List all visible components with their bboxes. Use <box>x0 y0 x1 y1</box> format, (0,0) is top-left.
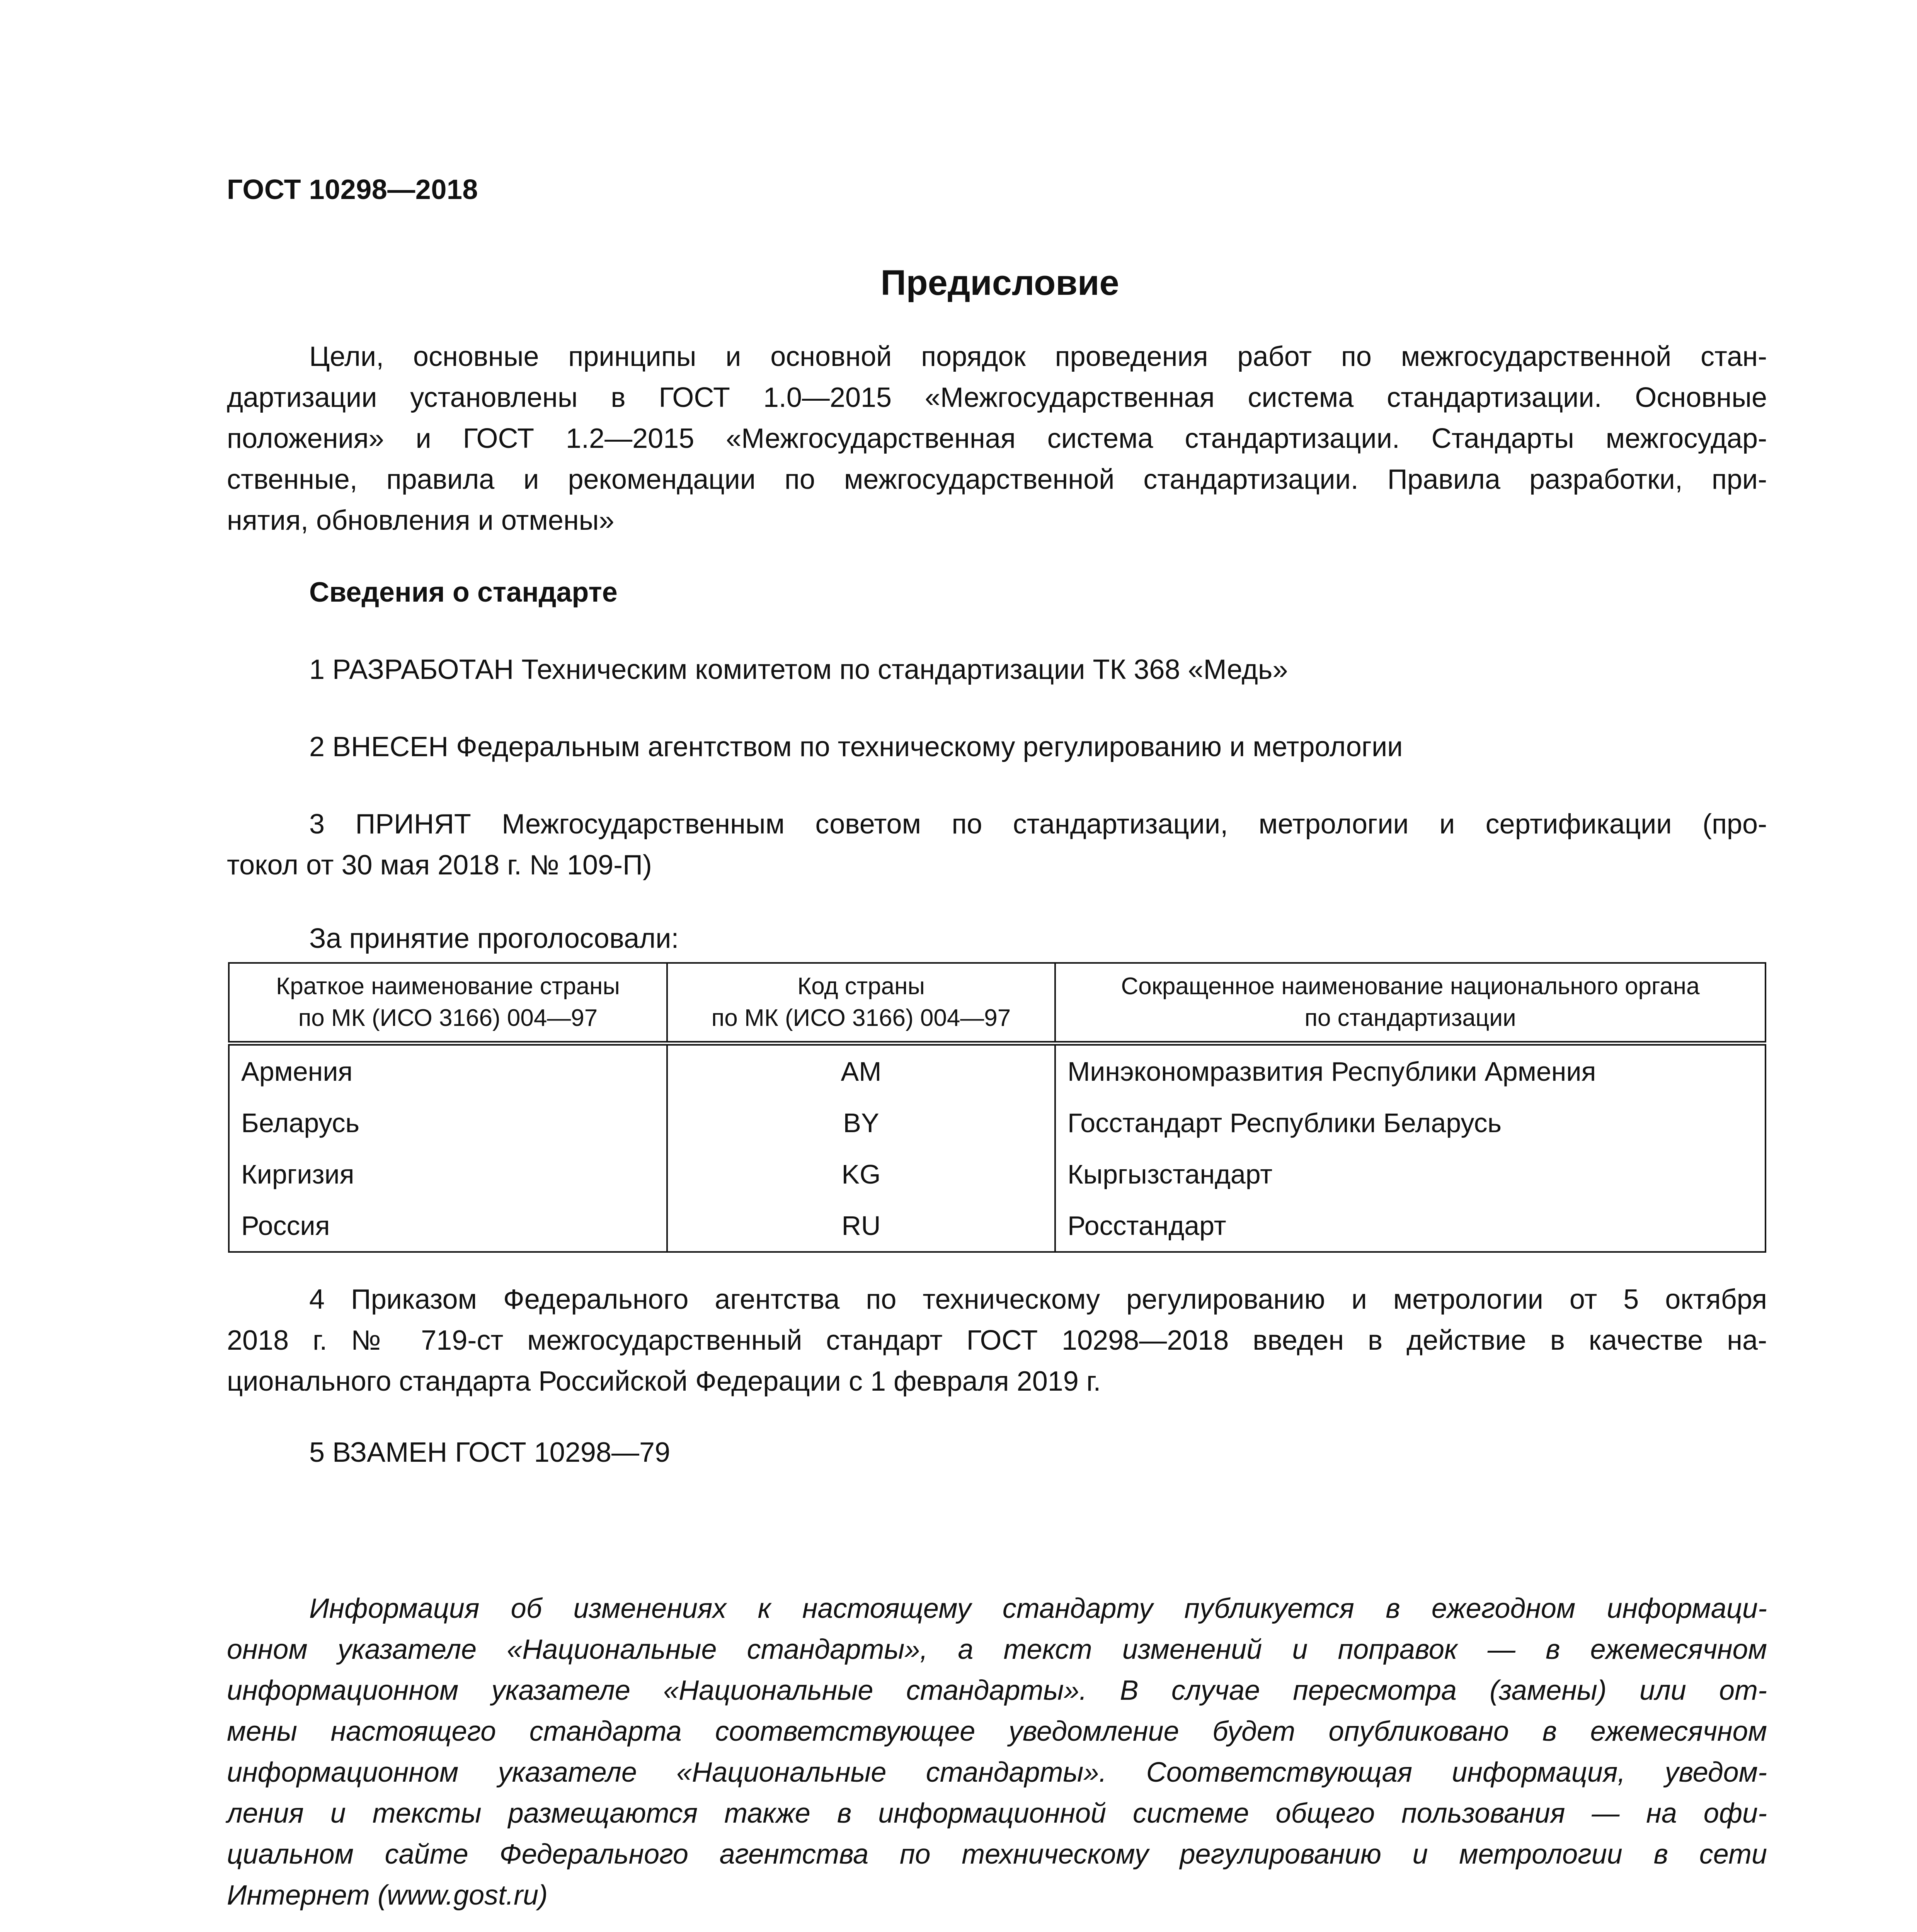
item-adopted-line: 3 ПРИНЯТ Межгосударственным советом по стандартизации, метрологии и сертификации (про- <box>309 809 1767 840</box>
intro-line: Цели, основные принципы и основной порядок проведения работ по межгосударственной стан- <box>309 341 1767 372</box>
country-cell: Армения <box>229 1043 667 1097</box>
changes-info-line: Интернет (www.gost.ru) <box>227 1880 548 1911</box>
item-replaces: 5 ВЗАМЕН ГОСТ 10298—79 <box>309 1437 671 1468</box>
table-row <box>229 1148 1765 1200</box>
item-order-line: ционального стандарта Российской Федерации с 1 февраля 2019 г. <box>227 1366 1101 1397</box>
document-number: ГОСТ 10298—2018 <box>227 174 478 205</box>
changes-info-line: мены настоящего стандарта соответствующее уведомление будет опубликовано в ежемесячном <box>227 1716 1767 1747</box>
body-cell: Кыргызстандарт <box>1055 1148 1765 1200</box>
header-line: по стандартизации <box>1304 1005 1516 1031</box>
table-row <box>229 1043 1765 1097</box>
item-order <box>227 1279 1767 1402</box>
header-line: по МК (ИСО 3166) 004—97 <box>298 1005 598 1031</box>
intro-line: ственные, правила и рекомендации по межгосударственной стандартизации. Правила разработки, при- <box>227 464 1767 495</box>
country-cell: Беларусь <box>229 1097 667 1148</box>
changes-info-line: информационном указателе «Национальные стандарты». Соответствующая информация, уведом- <box>227 1757 1767 1788</box>
page-title: Предисловие <box>880 263 1119 303</box>
body-cell: Минэкономразвития Республики Армения <box>1055 1043 1765 1097</box>
code-cell: AM <box>667 1043 1055 1097</box>
table-header-country <box>229 963 667 1043</box>
voted-label: За принятие проголосовали: <box>309 923 679 954</box>
item-order-line: 2018 г. № 719-ст межгосударственный стандарт ГОСТ 10298—2018 введен в действие в качестве на- <box>227 1325 1767 1356</box>
code-cell: BY <box>667 1097 1055 1148</box>
intro-line: положения» и ГОСТ 1.2—2015 «Межгосударственная система стандартизации. Стандарты межгосудар- <box>227 423 1767 454</box>
intro-line: дартизации установлены в ГОСТ 1.0—2015 «Межгосударственная система стандартизации. Основные <box>227 382 1767 413</box>
section-heading: Сведения о стандарте <box>309 577 618 608</box>
item-developed: 1 РАЗРАБОТАН Техническим комитетом по стандартизации ТК 368 «Медь» <box>309 654 1288 685</box>
table-row <box>229 1200 1765 1252</box>
intro-line: нятия, обновления и отмены» <box>227 505 615 536</box>
code-cell: RU <box>667 1200 1055 1252</box>
changes-info-line: циальном сайте Федерального агентства по техническому регулированию и метрологии в сети <box>227 1839 1767 1870</box>
changes-info-line: Информация об изменениях к настоящему стандарту публикуется в ежегодном информаци- <box>309 1593 1767 1624</box>
changes-info-paragraph <box>227 1588 1767 1916</box>
country-cell: Киргизия <box>229 1148 667 1200</box>
changes-info-line: онном указателе «Национальные стандарты», а текст изменений и поправок — в ежемесячном <box>227 1634 1767 1665</box>
voting-table <box>228 962 1766 1253</box>
header-line: Код страны <box>797 973 925 1000</box>
header-line: по МК (ИСО 3166) 004—97 <box>711 1005 1011 1031</box>
intro-paragraph <box>227 336 1767 541</box>
code-cell: KG <box>667 1148 1055 1200</box>
country-cell: Россия <box>229 1200 667 1252</box>
table-header-code <box>667 963 1055 1043</box>
header-line: Сокращенное наименование национального органа <box>1121 973 1700 1000</box>
item-submitted: 2 ВНЕСЕН Федеральным агентством по техническому регулированию и метрологии <box>309 731 1403 762</box>
item-adopted-line: токол от 30 мая 2018 г. № 109-П) <box>227 850 652 881</box>
body-cell: Госстандарт Республики Беларусь <box>1055 1097 1765 1148</box>
changes-info-line: информационном указателе «Национальные стандарты». В случае пересмотра (замены) или от- <box>227 1675 1767 1706</box>
item-adopted <box>227 804 1767 886</box>
body-cell: Росстандарт <box>1055 1200 1765 1252</box>
table-row <box>229 1097 1765 1148</box>
item-order-line: 4 Приказом Федерального агентства по техническому регулированию и метрологии от 5 октября <box>309 1284 1767 1315</box>
table-header-body <box>1055 963 1765 1043</box>
changes-info-line: ления и тексты размещаются также в информационной системе общего пользования — на офи- <box>227 1798 1767 1829</box>
header-line: Краткое наименование страны <box>276 973 620 1000</box>
table-header-row <box>229 963 1765 1043</box>
